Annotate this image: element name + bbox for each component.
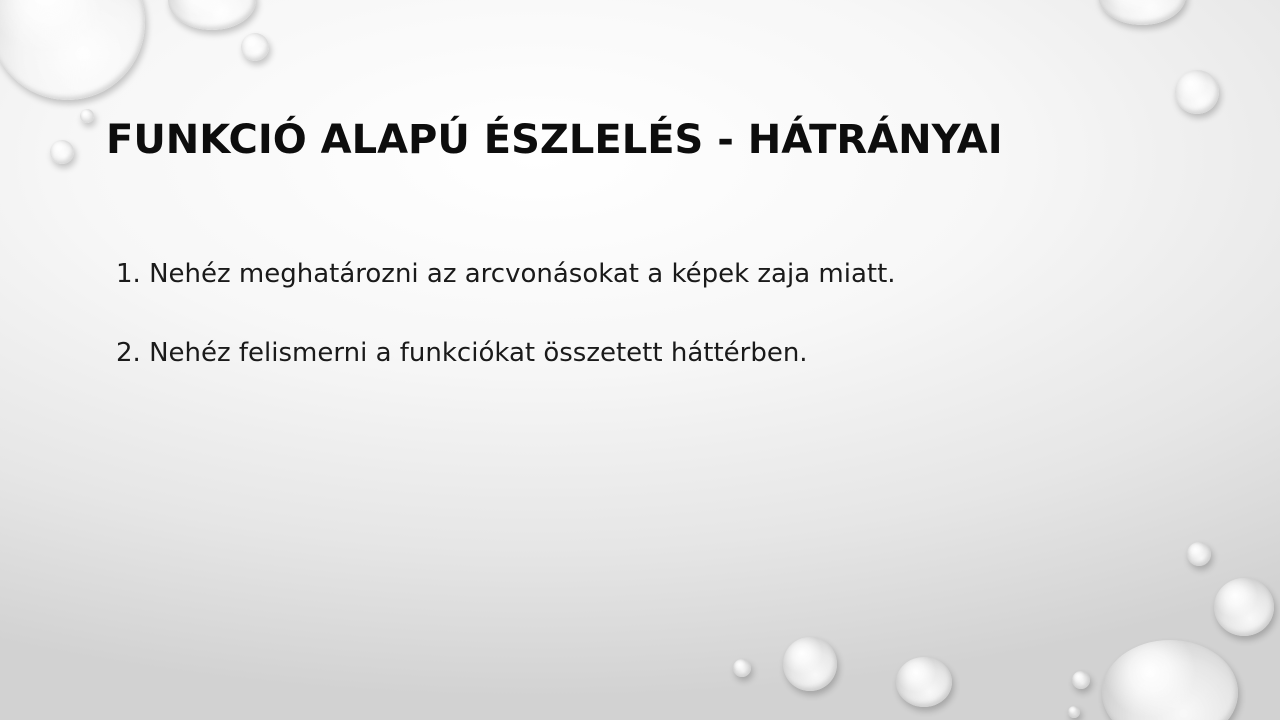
- water-drop-icon: [50, 140, 74, 164]
- slide-title: FUNKCIÓ ALAPÚ ÉSZLELÉS - HÁTRÁNYAI: [106, 117, 1003, 163]
- list-item: 2. Nehéz felismerni a funkciókat összetett háttérben.: [116, 338, 808, 368]
- water-drop-icon: [1214, 578, 1274, 636]
- water-drop-icon: [168, 0, 256, 30]
- water-drop-icon: [733, 659, 751, 677]
- water-drop-icon: [241, 33, 269, 61]
- water-drop-icon: [896, 657, 952, 707]
- water-drop-icon: [1098, 0, 1186, 25]
- water-drop-icon: [1102, 640, 1238, 720]
- water-drop-icon: [1175, 70, 1219, 114]
- water-drop-icon: [1068, 706, 1080, 718]
- water-drop-icon: [80, 109, 94, 123]
- bullet-list: [116, 255, 896, 413]
- water-drop-icon: [1072, 671, 1090, 689]
- list-item: 1. Nehéz meghatározni az arcvonásokat a képek zaja miatt.: [116, 259, 896, 289]
- water-drop-icon: [0, 0, 145, 100]
- water-drop-icon: [783, 637, 837, 691]
- water-drop-icon: [1187, 542, 1211, 566]
